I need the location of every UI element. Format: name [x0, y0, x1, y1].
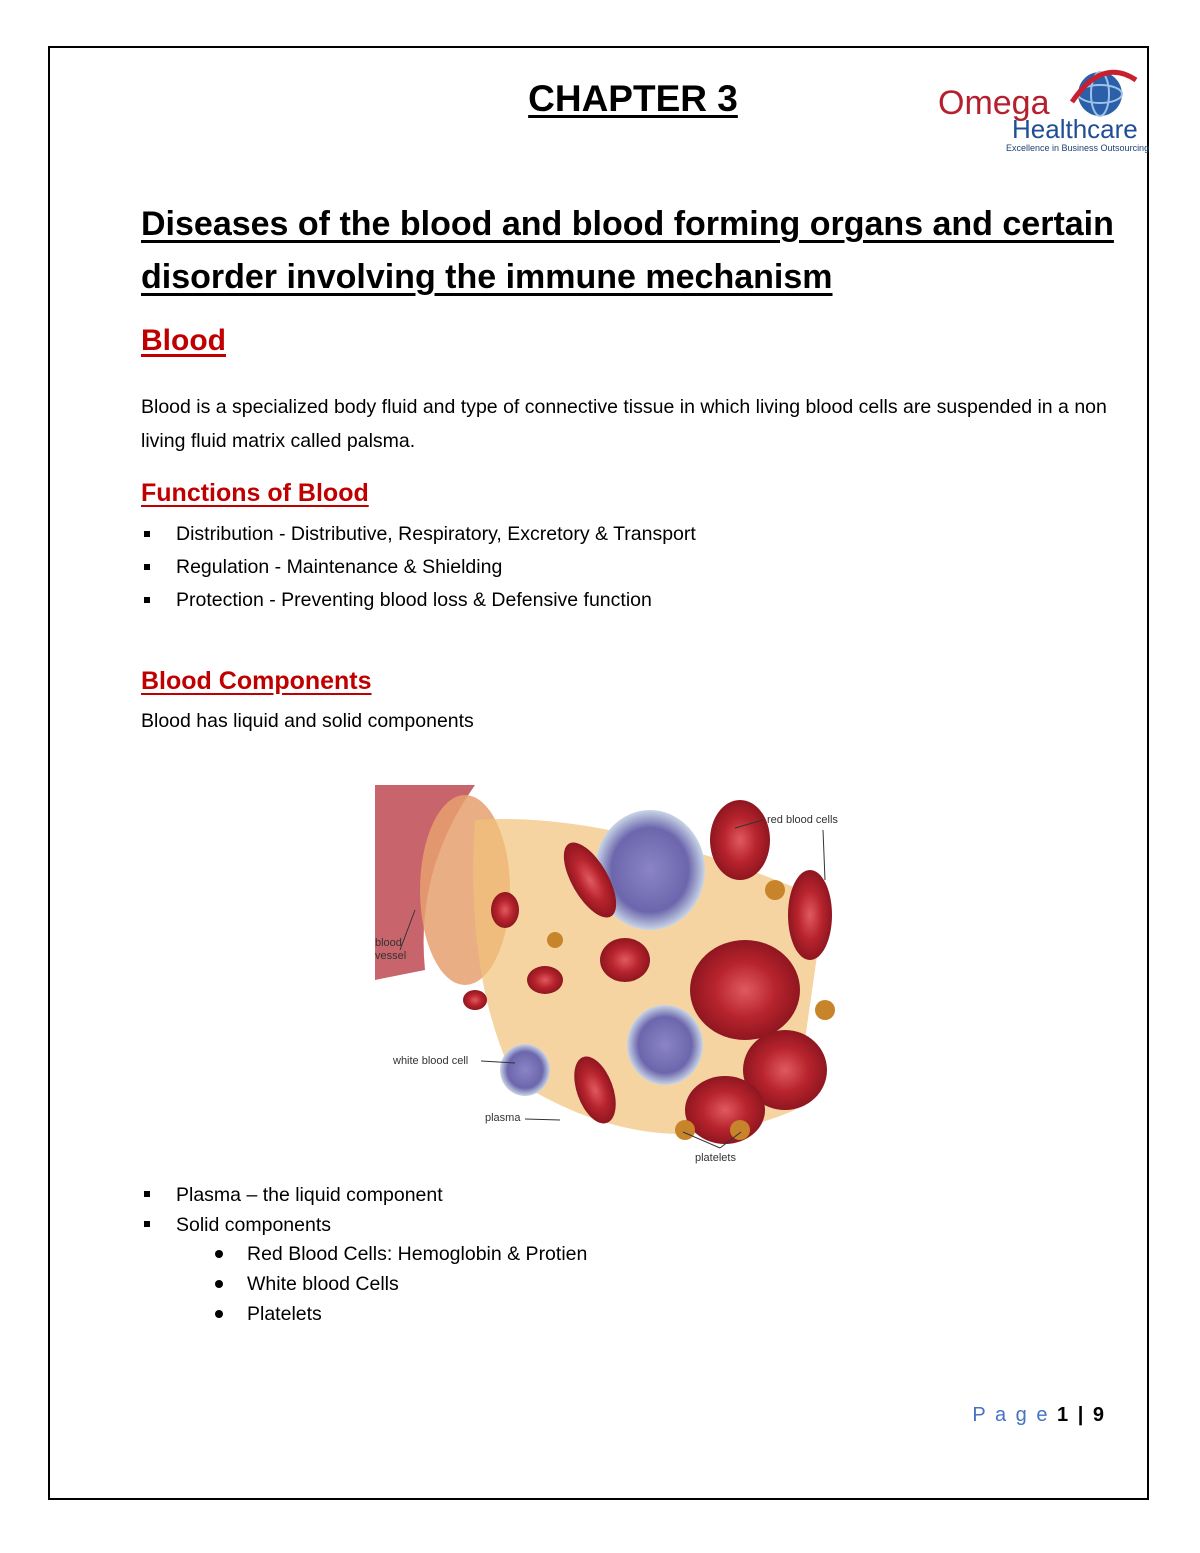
blood-definition: Blood is a specialized body fluid and type of connective tissue in which living blood cells are suspended in a non living fluid matrix called palsma. — [141, 396, 1107, 452]
list-item — [141, 518, 696, 551]
list-item — [212, 1299, 587, 1329]
round-bullet-icon — [215, 1250, 223, 1258]
label-white-blood-cell: white blood cell — [393, 1055, 469, 1067]
list-item-text: White blood Cells — [247, 1273, 399, 1295]
page-word: P a g e — [972, 1404, 1050, 1426]
round-bullet-icon — [215, 1280, 223, 1288]
components-list — [141, 1180, 443, 1240]
heading-components: Blood Components — [141, 667, 372, 695]
heading-functions: Functions of Blood — [141, 479, 369, 507]
list-item — [141, 551, 696, 584]
logo-brand: Omega — [938, 84, 1050, 122]
logo-sub: Healthcare — [1012, 114, 1138, 144]
solid-components-list — [212, 1239, 587, 1329]
page-number — [972, 1404, 1106, 1427]
globe-icon — [1062, 62, 1142, 122]
list-item — [212, 1269, 587, 1299]
heading-blood: Blood — [141, 324, 226, 357]
list-item-text: Distribution - Distributive, Respiratory, Excretory & Transport — [176, 523, 696, 545]
chapter-title: CHAPTER 3 — [528, 78, 738, 119]
label-blood-vessel-1: blood — [375, 937, 402, 949]
label-red-blood-cells: red blood cells — [767, 814, 838, 826]
company-logo — [934, 62, 1150, 157]
document-title: Diseases of the blood and blood forming organs and certain disorder involving the immune mechanism — [141, 205, 1114, 296]
square-bullet-icon — [144, 564, 150, 570]
square-bullet-icon — [144, 597, 150, 603]
blood-components-illustration — [355, 780, 855, 1170]
page-separator: | — [1077, 1404, 1086, 1426]
list-item — [141, 1210, 443, 1240]
list-item-text: Platelets — [247, 1303, 322, 1325]
list-item — [141, 1180, 443, 1210]
round-bullet-icon — [215, 1310, 223, 1318]
blood-cells-image — [355, 780, 855, 1170]
list-item — [141, 584, 696, 617]
square-bullet-icon — [144, 1221, 150, 1227]
label-platelets: platelets — [695, 1152, 736, 1164]
list-item-text: Solid components — [176, 1214, 332, 1236]
square-bullet-icon — [144, 531, 150, 537]
label-blood-vessel-2: vessel — [375, 950, 407, 962]
list-item-text: Plasma – the liquid component — [176, 1184, 443, 1206]
logo-tagline: Excellence in Business Outsourcing — [1006, 143, 1150, 153]
square-bullet-icon — [144, 1191, 150, 1197]
list-item-text: Red Blood Cells: Hemoglobin & Protien — [247, 1243, 588, 1265]
components-intro: Blood has liquid and solid components — [141, 710, 474, 732]
functions-list — [141, 518, 696, 617]
total-pages: 9 — [1092, 1404, 1106, 1426]
label-plasma: plasma — [485, 1112, 521, 1124]
current-page: 1 — [1057, 1404, 1071, 1426]
list-item-text: Regulation - Maintenance & Shielding — [176, 556, 503, 578]
list-item-text: Protection - Preventing blood loss & Defensive function — [176, 589, 652, 611]
list-item — [212, 1239, 587, 1269]
